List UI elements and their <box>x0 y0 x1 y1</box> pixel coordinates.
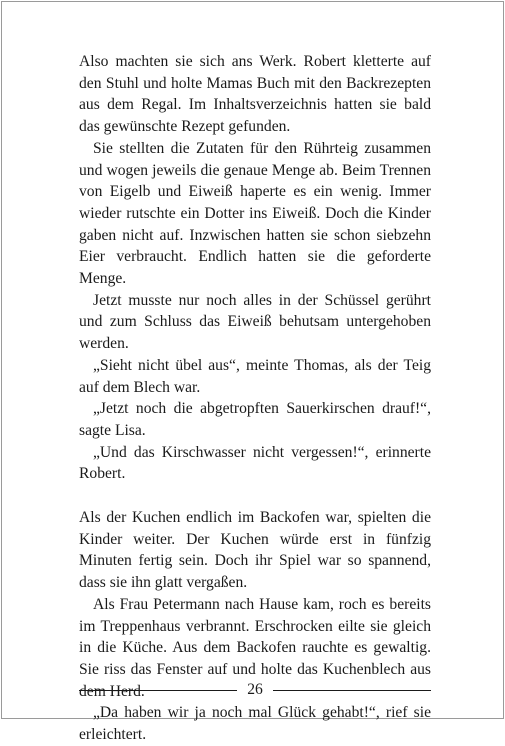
page-number: 26 <box>247 681 263 698</box>
paragraph: Als Frau Petermann nach Hause kam, roch es bereits im Treppenhaus verbrannt. Erschrocken eilte sie gleich in die Küche. Aus dem Backofen rauchte es gewaltig. Sie riss das Fenster auf und holte das Kuchenblech aus dem Herd. <box>79 595 431 700</box>
body-text <box>79 51 431 746</box>
paragraph: „Da haben wir ja noch mal Glück gehabt!“, rief sie erleichtert. <box>79 704 431 744</box>
paragraph: Als der Kuchen endlich im Backofen war, spielten die Kinder weiter. Der Kuchen würde erst in fünfzig Minuten fertig sein. Doch ihr Spiel war so spannend, dass sie ihn glatt vergaßen. <box>79 509 431 592</box>
paragraph: Jetzt musste nur noch alles in der Schüssel gerührt und zum Schluss das Eiweiß behutsam untergehoben werden. <box>79 291 431 353</box>
paragraph: Also machten sie sich ans Werk. Robert kletterte auf den Stuhl und holte Mamas Buch mit den Backrezepten aus dem Regal. Im Inhaltsverzeichnis hatten sie bald das gewünschte Rezept gefunden. <box>79 53 431 136</box>
footer-rule-right <box>273 690 431 691</box>
book-page <box>1 1 504 744</box>
page-footer <box>79 680 431 700</box>
footer-rule-left <box>79 690 237 691</box>
paragraph: Sie stellten die Zutaten für den Rührteig zusammen und wogen jeweils die genaue Menge ab. Beim Trennen von Eigelb und Eiweiß haperte es ein wenig. Immer wieder rutschte ein Dotter ins Eiweiß. Doch die Kinder gaben nicht auf. Inzwischen hatten sie schon siebzehn Eier verbraucht. Endlich hatten sie die geforderte Menge. <box>79 139 431 288</box>
paragraph: „Sieht nicht übel aus“, meinte Thomas, als der Teig auf dem Blech war. <box>79 356 431 396</box>
paragraph: „Jetzt noch die abgetropften Sauerkirschen drauf!“, sagte Lisa. <box>79 400 431 439</box>
paragraph: „Und das Kirschwasser nicht vergessen!“, erinnerte Robert. <box>79 443 431 483</box>
